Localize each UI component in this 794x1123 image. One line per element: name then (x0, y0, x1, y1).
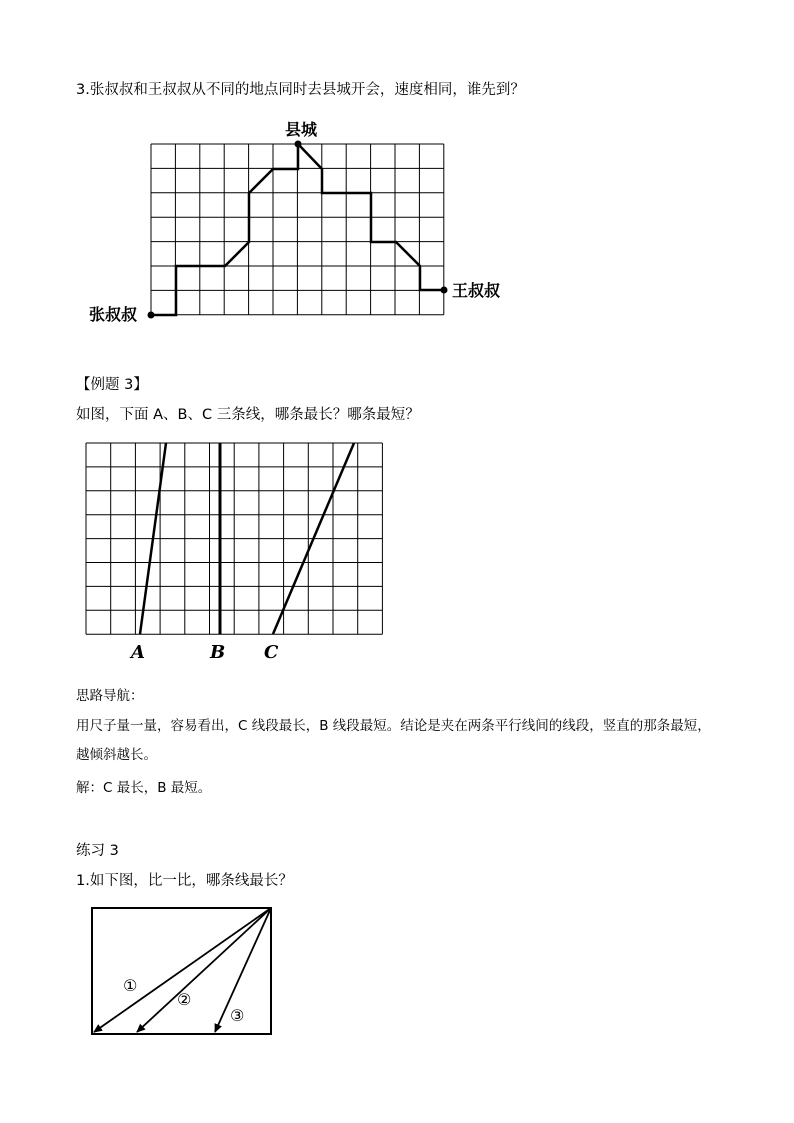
lines-grid (86, 443, 382, 634)
guide-line-1: 用尺子量一量，容易看出，C 线段最长，B 线段最短。结论是夹在两条平行线间的线段，竖直的那条最短， (76, 718, 711, 734)
practice-3-question: 1.如下图，比一比，哪条线最长？ (76, 873, 293, 889)
example-3-question: 如图，下面 A、B、C 三条线，哪条最长？哪条最短？ (76, 407, 420, 423)
line-1-label: ① (123, 976, 138, 995)
line-3-label: ③ (230, 1006, 245, 1025)
rectangle-lines-figure (0, 900, 794, 1050)
line-c-label: C (264, 642, 279, 663)
zhang-label: 张叔叔 (89, 305, 138, 324)
example-3-heading: 【例题 3】 (76, 377, 148, 393)
wang-point (441, 287, 448, 294)
line-2 (137, 908, 271, 1032)
line-2-label: ② (177, 990, 192, 1009)
line-1 (94, 908, 271, 1032)
guide-answer: 解：C 最长，B 最短。 (76, 780, 212, 796)
practice-3-heading: 练习 3 (76, 843, 119, 859)
question-3-text: 3.张叔叔和王叔叔从不同的地点同时去县城开会，速度相同，谁先到？ (76, 82, 525, 98)
wang-label: 王叔叔 (452, 281, 501, 300)
guide-line-2: 越倾斜越长。 (76, 747, 157, 763)
route-grid-figure (0, 110, 794, 370)
county-label: 县城 (285, 120, 318, 139)
line-a-label: A (131, 642, 145, 663)
guide-heading: 思路导航： (76, 688, 144, 704)
county-point (295, 141, 302, 148)
lines-grid-figure (0, 435, 794, 675)
line-b-label: B (210, 642, 226, 663)
zhang-point (148, 312, 155, 319)
